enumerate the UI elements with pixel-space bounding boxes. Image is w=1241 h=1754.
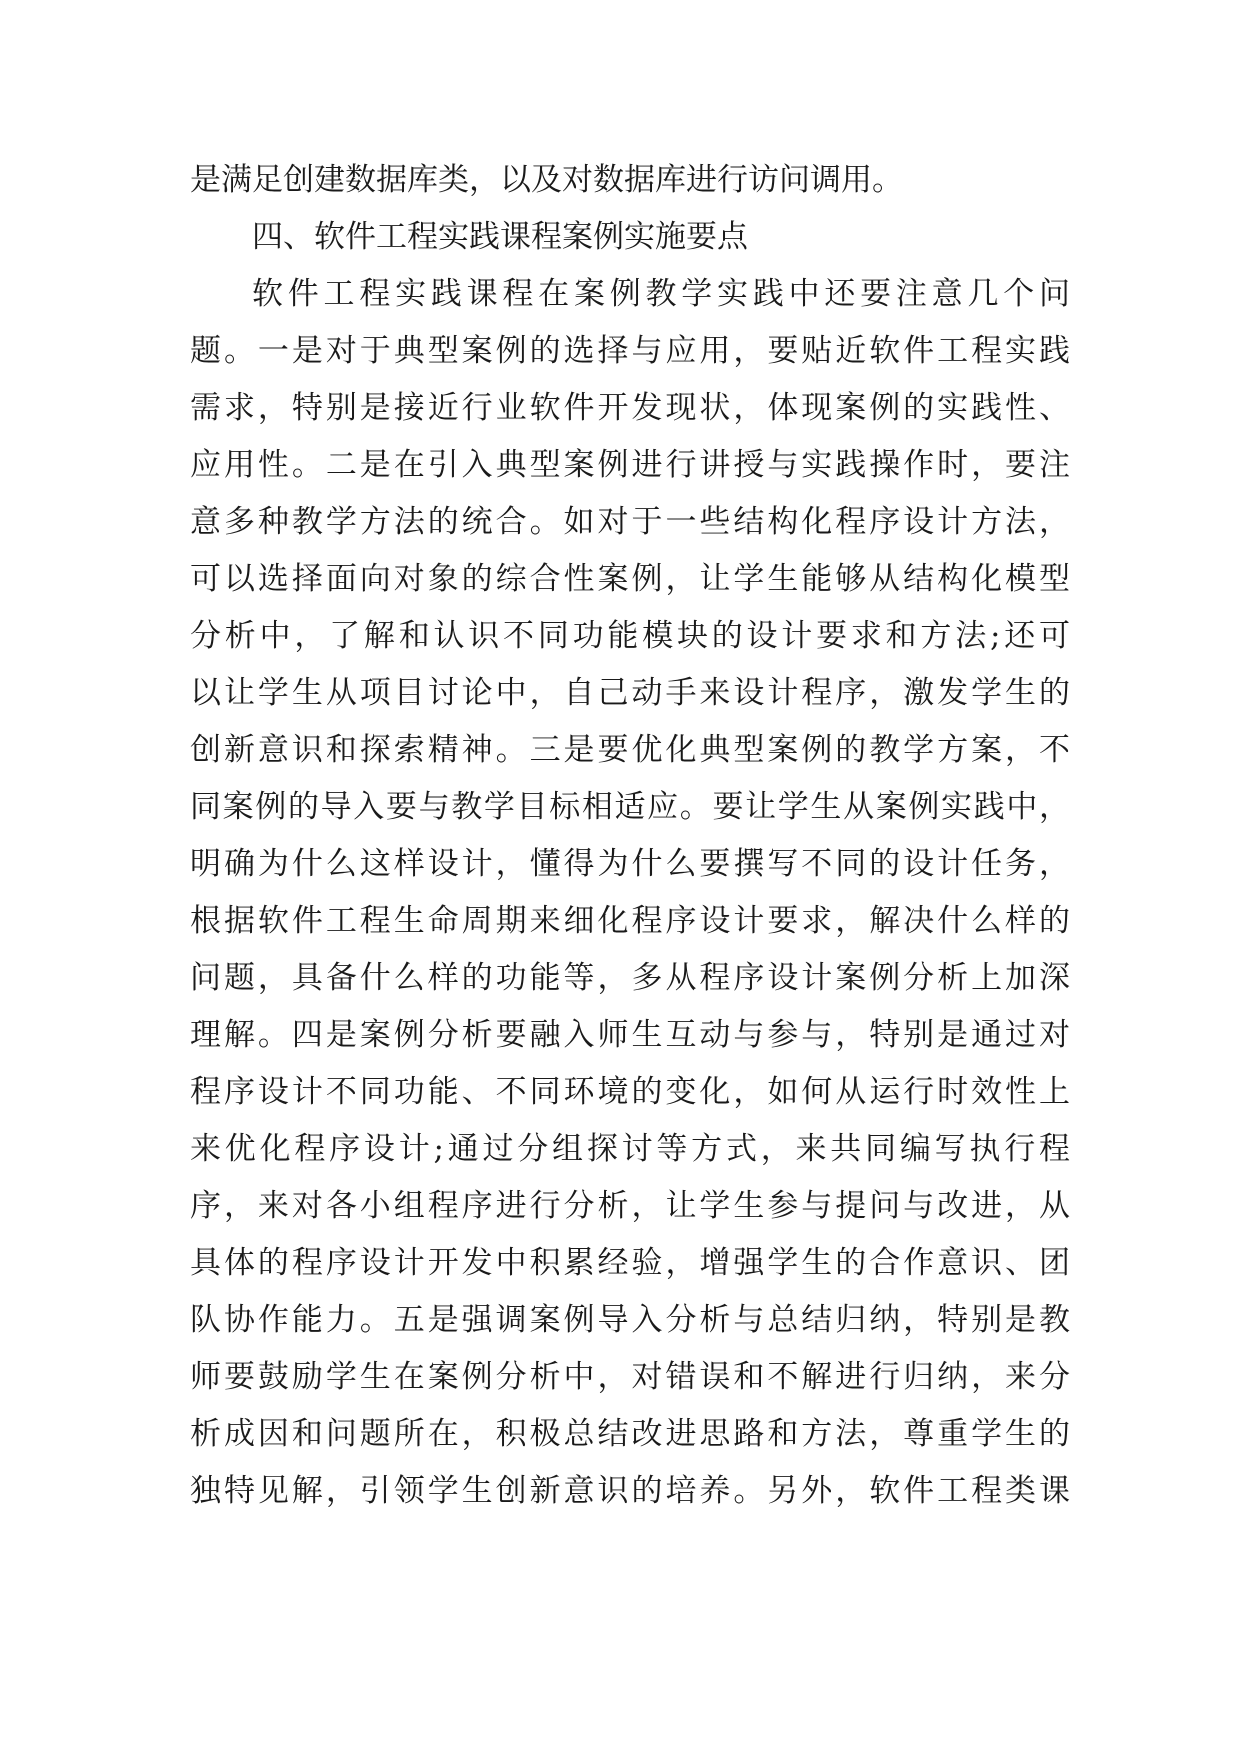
text-line: 是满足创建数据库类，以及对数据库进行访问调用。: [190, 162, 903, 198]
text-line: 队协作能力。五是强调案例导入分析与总结归纳，特别是教: [190, 1302, 1070, 1338]
text-line: 理解。四是案例分析要融入师生互动与参与，特别是通过对: [190, 1017, 1070, 1053]
text-line: 创新意识和探索精神。三是要优化典型案例的教学方案，不: [190, 732, 1070, 768]
text-line: 问题，具备什么样的功能等，多从程序设计案例分析上加深: [190, 960, 1070, 996]
text-line: 需求，特别是接近行业软件开发现状，体现案例的实践性、: [190, 390, 1070, 426]
text-line: 意多种教学方法的统合。如对于一些结构化程序设计方法，: [190, 504, 1070, 540]
text-line: 析成因和问题所在，积极总结改进思路和方法，尊重学生的: [190, 1416, 1070, 1452]
text-line: 以让学生从项目讨论中，自己动手来设计程序，激发学生的: [190, 675, 1070, 711]
text-line: 可以选择面向对象的综合性案例，让学生能够从结构化模型: [190, 561, 1070, 597]
text-line: 题。一是对于典型案例的选择与应用，要贴近软件工程实践: [190, 333, 1070, 369]
text-line: 软件工程实践课程在案例教学实践中还要注意几个问: [252, 276, 1070, 312]
text-line: 师要鼓励学生在案例分析中，对错误和不解进行归纳，来分: [190, 1359, 1070, 1395]
text-line: 应用性。二是在引入典型案例进行讲授与实践操作时，要注: [190, 447, 1070, 483]
text-line: 具体的程序设计开发中积累经验，增强学生的合作意识、团: [190, 1245, 1070, 1281]
text-line: 来优化程序设计;通过分组探讨等方式，来共同编写执行程: [190, 1131, 1070, 1167]
section-heading: 四、软件工程实践课程案例实施要点: [252, 219, 748, 255]
text-line: 序，来对各小组程序进行分析，让学生参与提问与改进，从: [190, 1188, 1070, 1224]
text-line: 程序设计不同功能、不同环境的变化，如何从运行时效性上: [190, 1074, 1070, 1110]
text-line: 根据软件工程生命周期来细化程序设计要求，解决什么样的: [190, 903, 1070, 939]
body-text: [190, 152, 1070, 1520]
text-line: 明确为什么这样设计，懂得为什么要撰写不同的设计任务，: [190, 846, 1070, 882]
text-line: 分析中，了解和认识不同功能模块的设计要求和方法;还可: [190, 618, 1070, 654]
text-line: 独特见解，引领学生创新意识的培养。另外，软件工程类课: [190, 1473, 1070, 1509]
text-line: 同案例的导入要与教学目标相适应。要让学生从案例实践中，: [190, 789, 1070, 825]
